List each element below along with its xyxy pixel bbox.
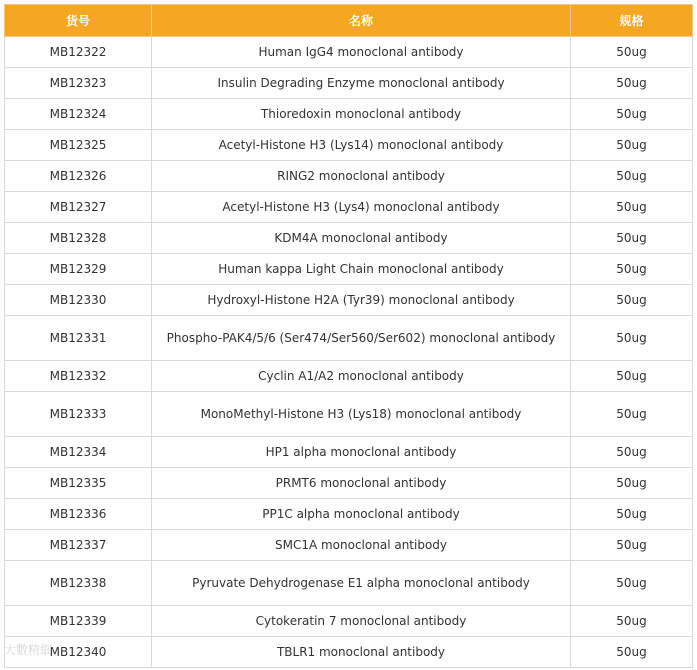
cell-spec: 50ug xyxy=(571,161,693,192)
cell-name: Insulin Degrading Enzyme monoclonal antibody xyxy=(152,68,571,99)
cell-spec: 50ug xyxy=(571,561,693,606)
cell-code: MB12339 xyxy=(5,606,152,637)
table-row xyxy=(5,392,693,437)
cell-spec: 50ug xyxy=(571,192,693,223)
cell-code: MB12328 xyxy=(5,223,152,254)
cell-spec: 50ug xyxy=(571,130,693,161)
table-row xyxy=(5,223,693,254)
cell-name: Acetyl-Histone H3 (Lys14) monoclonal antibody xyxy=(152,130,571,161)
cell-spec: 50ug xyxy=(571,316,693,361)
table-row xyxy=(5,285,693,316)
cell-spec: 50ug xyxy=(571,637,693,668)
cell-spec: 50ug xyxy=(571,223,693,254)
cell-spec: 50ug xyxy=(571,68,693,99)
cell-code: MB12336 xyxy=(5,499,152,530)
cell-code: MB12326 xyxy=(5,161,152,192)
cell-code: MB12323 xyxy=(5,68,152,99)
cell-code: MB12334 xyxy=(5,437,152,468)
cell-name: PRMT6 monoclonal antibody xyxy=(152,468,571,499)
cell-name: Thioredoxin monoclonal antibody xyxy=(152,99,571,130)
header-spec: 规格 xyxy=(571,5,693,37)
header-code: 货号 xyxy=(5,5,152,37)
cell-spec: 50ug xyxy=(571,392,693,437)
cell-code: MB12324 xyxy=(5,99,152,130)
cell-spec: 50ug xyxy=(571,361,693,392)
cell-name: KDM4A monoclonal antibody xyxy=(152,223,571,254)
table-row xyxy=(5,561,693,606)
cell-code: MB12333 xyxy=(5,392,152,437)
cell-spec: 50ug xyxy=(571,285,693,316)
cell-name: Phospho-PAK4/5/6 (Ser474/Ser560/Ser602) monoclonal antibody xyxy=(152,316,571,361)
table-row xyxy=(5,68,693,99)
cell-name: Cyclin A1/A2 monoclonal antibody xyxy=(152,361,571,392)
cell-name: TBLR1 monoclonal antibody xyxy=(152,637,571,668)
table-row xyxy=(5,499,693,530)
cell-code: MB12330 xyxy=(5,285,152,316)
cell-name: RING2 monoclonal antibody xyxy=(152,161,571,192)
table-row xyxy=(5,130,693,161)
table-row xyxy=(5,437,693,468)
table-row xyxy=(5,99,693,130)
cell-code: MB12337 xyxy=(5,530,152,561)
product-table xyxy=(4,4,693,668)
cell-code: MB12322 xyxy=(5,37,152,68)
cell-code: MB12325 xyxy=(5,130,152,161)
cell-code: MB12338 xyxy=(5,561,152,606)
cell-name: PP1C alpha monoclonal antibody xyxy=(152,499,571,530)
cell-code: MB12331 xyxy=(5,316,152,361)
cell-spec: 50ug xyxy=(571,37,693,68)
table-row xyxy=(5,606,693,637)
table-row xyxy=(5,637,693,668)
cell-name: Cytokeratin 7 monoclonal antibody xyxy=(152,606,571,637)
cell-spec: 50ug xyxy=(571,99,693,130)
cell-name: HP1 alpha monoclonal antibody xyxy=(152,437,571,468)
cell-name: SMC1A monoclonal antibody xyxy=(152,530,571,561)
table-row xyxy=(5,316,693,361)
header-row xyxy=(5,5,693,37)
cell-code: MB12332 xyxy=(5,361,152,392)
table-row xyxy=(5,468,693,499)
cell-spec: 50ug xyxy=(571,530,693,561)
watermark: 大數精細 xyxy=(4,643,53,657)
cell-spec: 50ug xyxy=(571,499,693,530)
table-row xyxy=(5,37,693,68)
cell-spec: 50ug xyxy=(571,437,693,468)
cell-name: MonoMethyl-Histone H3 (Lys18) monoclonal antibody xyxy=(152,392,571,437)
cell-spec: 50ug xyxy=(571,468,693,499)
cell-code: MB12329 xyxy=(5,254,152,285)
table-row xyxy=(5,530,693,561)
cell-code: MB12335 xyxy=(5,468,152,499)
table-row xyxy=(5,361,693,392)
table-row xyxy=(5,161,693,192)
cell-name: Acetyl-Histone H3 (Lys4) monoclonal antibody xyxy=(152,192,571,223)
cell-spec: 50ug xyxy=(571,254,693,285)
cell-code: MB12340 xyxy=(5,637,152,668)
cell-name: Pyruvate Dehydrogenase E1 alpha monoclonal antibody xyxy=(152,561,571,606)
table-row xyxy=(5,192,693,223)
cell-name: Human IgG4 monoclonal antibody xyxy=(152,37,571,68)
cell-name: Hydroxyl-Histone H2A (Tyr39) monoclonal antibody xyxy=(152,285,571,316)
header-name: 名称 xyxy=(152,5,571,37)
cell-code: MB12327 xyxy=(5,192,152,223)
table-row xyxy=(5,254,693,285)
cell-spec: 50ug xyxy=(571,606,693,637)
cell-name: Human kappa Light Chain monoclonal antibody xyxy=(152,254,571,285)
